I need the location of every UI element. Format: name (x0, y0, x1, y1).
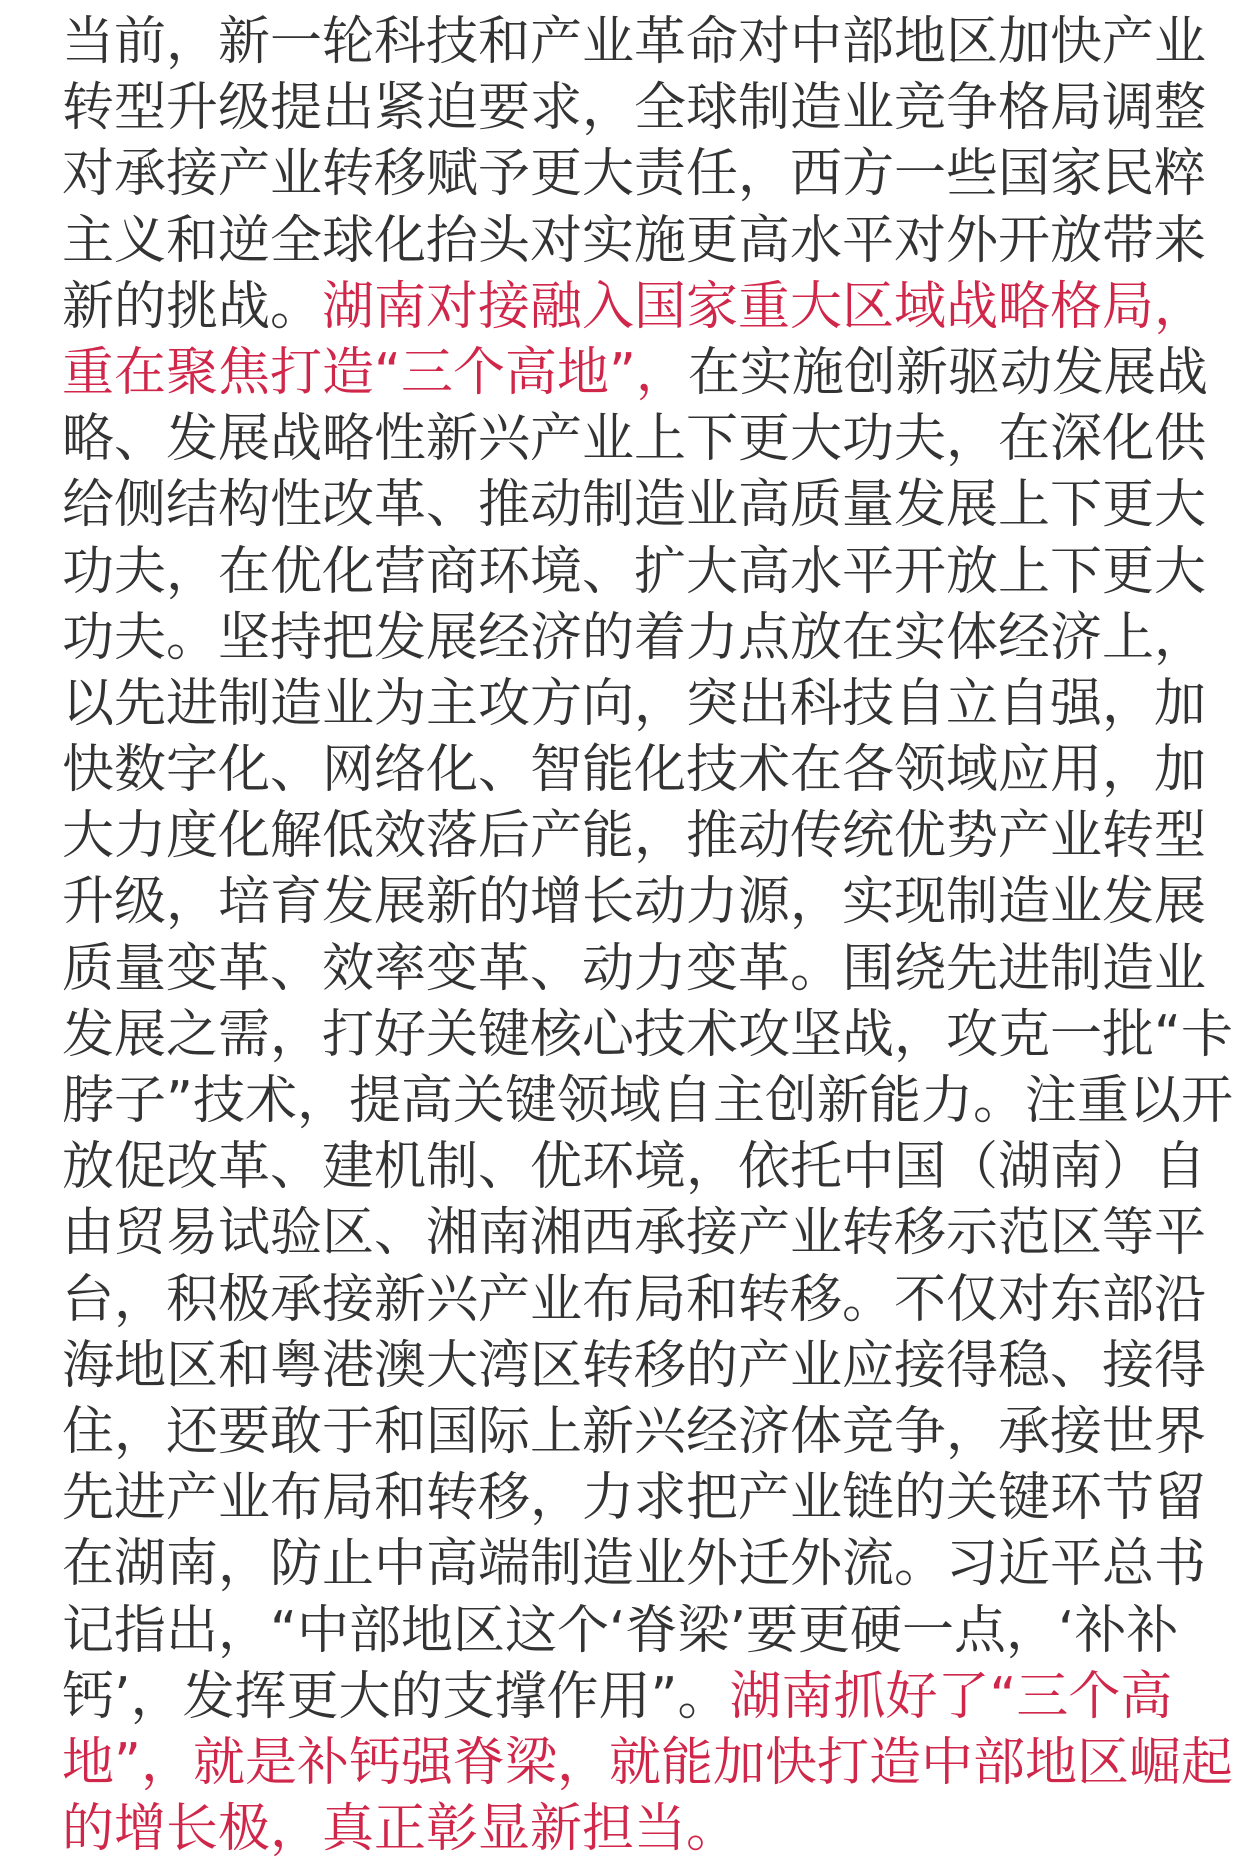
highlighted-text: 的增长极，真正彰显新担当。 (62, 1799, 739, 1860)
body-text: 发展之需，打好关键核心技术攻坚战，攻克一批“卡 (62, 1004, 1233, 1065)
body-text: 由贸易试验区、湘南湘西承接产业转移示范区等平 (62, 1203, 1207, 1264)
paragraph-line (62, 1531, 1207, 1597)
paragraph-line (62, 1002, 1233, 1068)
paragraph-line (62, 1730, 1233, 1796)
body-text: 以先进制造业为主攻方向，突出科技自立自强，加 (62, 673, 1207, 734)
body-text: 当前，新一轮科技和产业革命对中部地区加快产业 (62, 12, 1207, 72)
paragraph-line (62, 936, 1207, 1002)
body-text: 在实施创新驱动发展战 (687, 342, 1208, 403)
paragraph-line (62, 605, 1207, 671)
paragraph-line (62, 9, 1207, 75)
body-text: 海地区和粤港澳大湾区转移的产业应接得稳、接得 (62, 1335, 1207, 1396)
paragraph-line (62, 406, 1207, 472)
body-text: 功夫，在优化营商环境、扩大高水平开放上下更大 (62, 541, 1207, 602)
paragraph-line (62, 274, 1207, 340)
paragraph-line (62, 1399, 1207, 1465)
body-text: 大力度化解低效落后产能，推动传统优势产业转型 (62, 806, 1207, 867)
body-text: 略、发展战略性新兴产业上下更大功夫，在深化供 (62, 409, 1207, 470)
body-text: 钙’，发挥更大的支撑作用”。 (62, 1666, 730, 1727)
paragraph-line (62, 1333, 1207, 1399)
paragraph-line (62, 869, 1207, 935)
body-text: 快数字化、网络化、智能化技术在各领域应用，加 (62, 740, 1207, 801)
paragraph-line (62, 1267, 1207, 1333)
highlighted-text: 地”，就是补钙强脊梁，就能加快打造中部地区崛起 (62, 1732, 1233, 1793)
body-text: 质量变革、效率变革、动力变革。围绕先进制造业 (62, 938, 1207, 999)
paragraph-line (62, 1200, 1207, 1266)
body-text: 住，还要敢于和国际上新兴经济体竞争，承接世界 (62, 1401, 1207, 1462)
paragraph-line (62, 1134, 1207, 1200)
body-text: 功夫。坚持把发展经济的着力点放在实体经济上， (62, 607, 1207, 668)
body-text: 新的挑战。 (62, 276, 323, 337)
article-body (62, 9, 1233, 1862)
paragraph-line (62, 539, 1207, 605)
paragraph-line (62, 340, 1208, 406)
paragraph-line (62, 208, 1207, 274)
body-text: 先进产业布局和转移，力求把产业链的关键环节留 (62, 1468, 1207, 1529)
paragraph-line (62, 1598, 1179, 1664)
body-text: 记指出，“中部地区这个‘脊梁’要更硬一点，‘补补 (62, 1600, 1179, 1661)
body-text: 升级，培育发展新的增长动力源，实现制造业发展 (62, 872, 1207, 933)
body-text: 转型升级提出紧迫要求，全球制造业竞争格局调整 (62, 78, 1207, 139)
paragraph-line (62, 1796, 1026, 1862)
body-text: 主义和逆全球化抬头对实施更高水平对外开放带来 (62, 210, 1207, 271)
paragraph-line (62, 1664, 1173, 1730)
paragraph-line (62, 1068, 1233, 1134)
highlighted-text: 湖南对接融入国家重大区域战略格局， (322, 276, 1207, 337)
paragraph-line (62, 737, 1207, 803)
paragraph-line (62, 472, 1207, 538)
body-text: 对承接产业转移赋予更大责任，西方一些国家民粹 (62, 144, 1207, 205)
paragraph-line (62, 671, 1207, 737)
paragraph-line (62, 1465, 1207, 1531)
body-text: 放促改革、建机制、优环境，依托中国（湖南）自 (62, 1137, 1207, 1198)
paragraph-line (62, 75, 1207, 141)
highlighted-text: 重在聚焦打造“三个高地”， (62, 342, 688, 403)
body-text: 脖子”技术，提高关键领域自主创新能力。注重以开 (62, 1071, 1233, 1131)
paragraph-line (62, 141, 1207, 207)
body-text: 给侧结构性改革、推动制造业高质量发展上下更大 (62, 475, 1207, 536)
body-text: 在湖南，防止中高端制造业外迁外流。习近平总书 (62, 1534, 1207, 1595)
highlighted-text: 湖南抓好了“三个高 (729, 1666, 1173, 1727)
paragraph-line (62, 803, 1207, 869)
body-text: 台，积极承接新兴产业布局和转移。不仅对东部沿 (62, 1269, 1207, 1330)
